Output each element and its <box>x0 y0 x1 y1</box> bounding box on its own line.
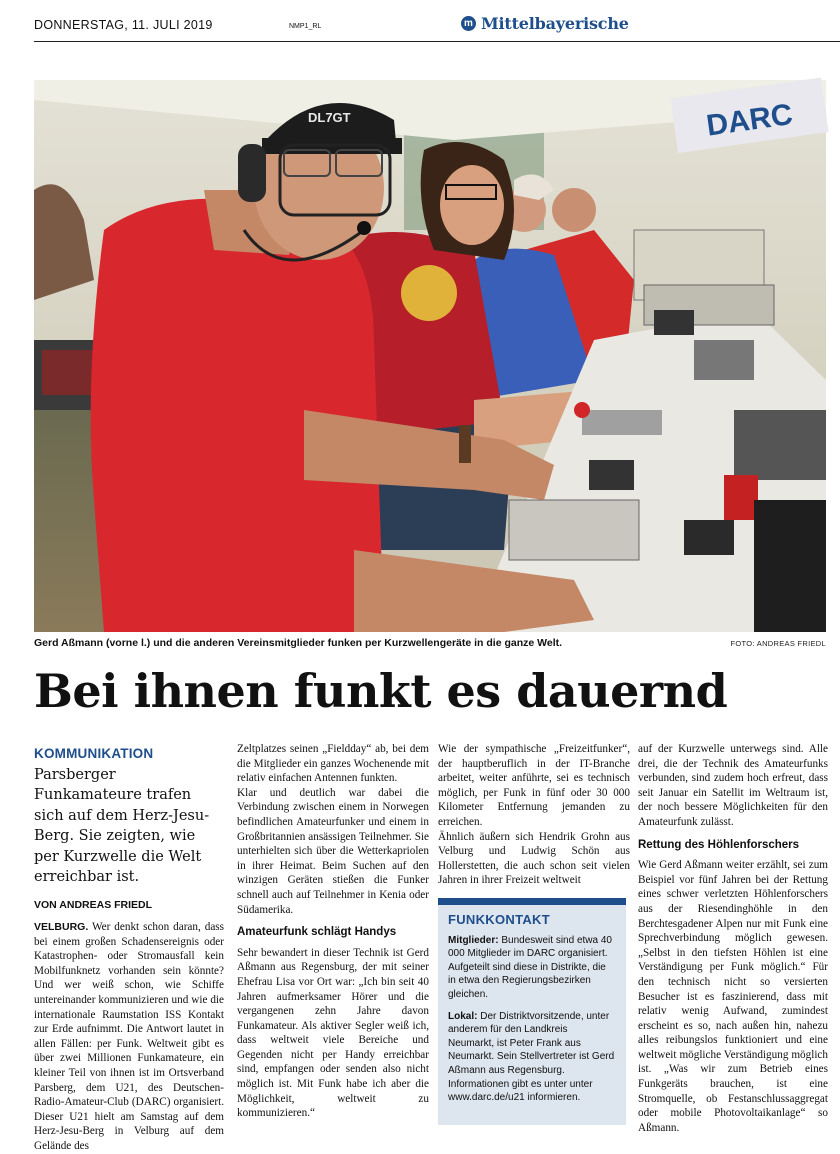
darc-banner-text: DARC <box>704 97 795 143</box>
photo-credit: FOTO: ANDREAS FRIEDL <box>730 639 826 648</box>
article-kicker: KOMMUNIKATION <box>34 746 154 761</box>
intro-text: Parsberger Funkamateure trafen sich auf dem Herz-Jesu-Berg. Sie zeigten, wie per Kurzwelle die Welt erreichbar ist. <box>34 766 210 885</box>
newspaper-logo-icon: m <box>461 16 476 31</box>
photo-illustration <box>34 80 826 632</box>
article-photo <box>34 80 826 632</box>
photo-caption: Gerd Aßmann (vorne l.) und die anderen Vereinsmitglieder funken per Kurzwellengeräte in die ganze Welt. <box>34 637 563 649</box>
dateline: VELBURG. <box>34 921 89 934</box>
masthead[interactable] <box>461 14 629 33</box>
article-column-2 <box>237 742 429 1121</box>
masthead-title: Mittelbayerische <box>481 14 629 33</box>
paragraph: Wie Gerd Aßmann weiter erzählt, sei zum Beispiel vor fünf Jahren bei der Rettung eines schwer verletzten Höhlenforschers aus der Riesendinghöhle in den Berchtesgadener Alpen nur mit Funk eine Sprechverbindung möglich gewesen. „Selbst in den tiefsten Höhlen ist eine Verständigung per Funk möglich.“ Für den technisch nicht so versierten Besucher ist es faszinierend, dass mit relativ wenig Aufwand, zumindest erscheint es so, nach außen hin, nahezu alles reibungslos funktioniert und eine weltweit mögliche Verständigung möglich ist. „Was wir zum Betrieb eines Funkgeräts brauchen, ist eine Stromquelle, ob Festanschlussaggregat oder mobile Photovoltaikanlage“ so Aßmann. <box>638 859 828 1134</box>
paragraph: auf der Kurzwelle unterwegs sind. Alle drei, die der Technik des Amateurfunks verbunden, sind zudem hoch erfreut, dass seit Januar ein Satellit im Weltraum ist, der noch bessere Möglichkeiten für den Amateurfunk zulässt. <box>638 743 828 828</box>
article-headline: Bei ihnen funkt es dauernd <box>34 664 728 718</box>
article-column-4 <box>638 742 828 1135</box>
article-byline: VON ANDREAS FRIEDL <box>34 898 153 911</box>
info-box-members: Mitglieder: Bundesweit sind etwa 40 000 Mitglieder im DARC organisiert. Aufgeteilt sind diese in Distrikte, die in etwa den Regierungsbezirken gleichen. <box>448 934 612 1000</box>
paragraph: Wie der sympathische „Freizeitfunker“, der hauptberuflich in der IT-Branche arbeitet, weiter anführte, sei es technisch möglich, per Funk in fünf oder 30 000 Kilometer Entfernung jemanden zu erreichen. <box>438 743 630 828</box>
paragraph: Sehr bewandert in dieser Technik ist Gerd Aßmann aus Regensburg, der mit seiner Ehefrau Lisa vor Ort war: „Ich bin seit 40 Jahren aufmerksamer Hörer und die vergangenen zehn Jahre davon Funkamateur. Als aktiver Segler weiß ich, dass weltweit viele Bereiche und Gegenden nicht per Handy erreichbar sind, empfangen oder senden also nicht möglich ist. Mit Funk habe ich aber die Möglichkeit, weltweit zu kommunizieren.“ <box>237 946 429 1120</box>
paragraph: Klar und deutlich war dabei die Verbindung zwischen einem in Norwegen befindlichen Amateurfunker und einem in Großbritannien ansässigen Teilnehmer. Sie unterhielten sich über die Wetterkapriolen in ihrer Heimat. Beim Suchen auf den winzigen Geräten stießen die Funker schnell auch auf Teilnehmer in Kenia oder Südamerika. <box>237 786 429 916</box>
paragraph: Zeltplatzes seinen „Fieldday“ ab, bei dem die Mitglieder ein ganzes Wochenende mit relativ einfachen Antennen funkten. <box>237 743 429 785</box>
page-header <box>34 12 840 42</box>
subhead-hoehlenforscher: Rettung des Höhlenforschers <box>638 838 800 851</box>
info-box-local: Lokal: Der Distriktvorsitzende, unter anderem für den Landkreis Neumarkt, ist Peter Frank aus Neumarkt. Sein Stellvertreter ist Gerd Aßmann aus Regensburg. Informationen gibt es unter unter www.darc.de/u21 informieren. <box>448 1010 615 1104</box>
info-box-title: FUNKKONTAKT <box>448 912 550 927</box>
article-column-3 <box>438 742 630 888</box>
article-column-1 <box>34 742 224 1154</box>
cap-callsign-text: DL7GT <box>308 110 351 125</box>
issue-date: DONNERSTAG, 11. JULI 2019 <box>34 18 213 32</box>
page-code: NMP1_RL <box>289 23 322 30</box>
paragraph: VELBURG. Wer denkt schon daran, dass bei einem großen Schadensereignis oder Katastrophen- oder Stromausfall kein Mobilfunknetz vorhanden sein könnte? Und wer weiß schon, wie Schiffe untereinander kommunizieren und wie die internationale Raumstation ISS Kontakt zur Erde aufnimmt. Die Antwort lautet in allen Fällen: per Funk. Weltweit gibt es über zwei Millionen Funkamateure, ein kleiner Teil von ihnen ist im Ortsverband Parsberg, dem U21, des Deutschen-Radio-Amateur-Club (DARC) organisiert. Dieser U21 hielt am Samstag auf dem Herz-Jesu-Berg in Velburg auf dem Gelände des <box>34 921 224 1152</box>
article-intro <box>34 744 224 888</box>
info-box-funkkontakt <box>438 898 626 1125</box>
paragraph: Ähnlich äußern sich Hendrik Grohn aus Velburg und Ludwig Schön aus Hollerstetten, die auch schon seit vielen Jahren in ihrer Freizeit weltweit <box>438 830 630 887</box>
subhead-amateurfunk: Amateurfunk schlägt Handys <box>237 926 397 939</box>
